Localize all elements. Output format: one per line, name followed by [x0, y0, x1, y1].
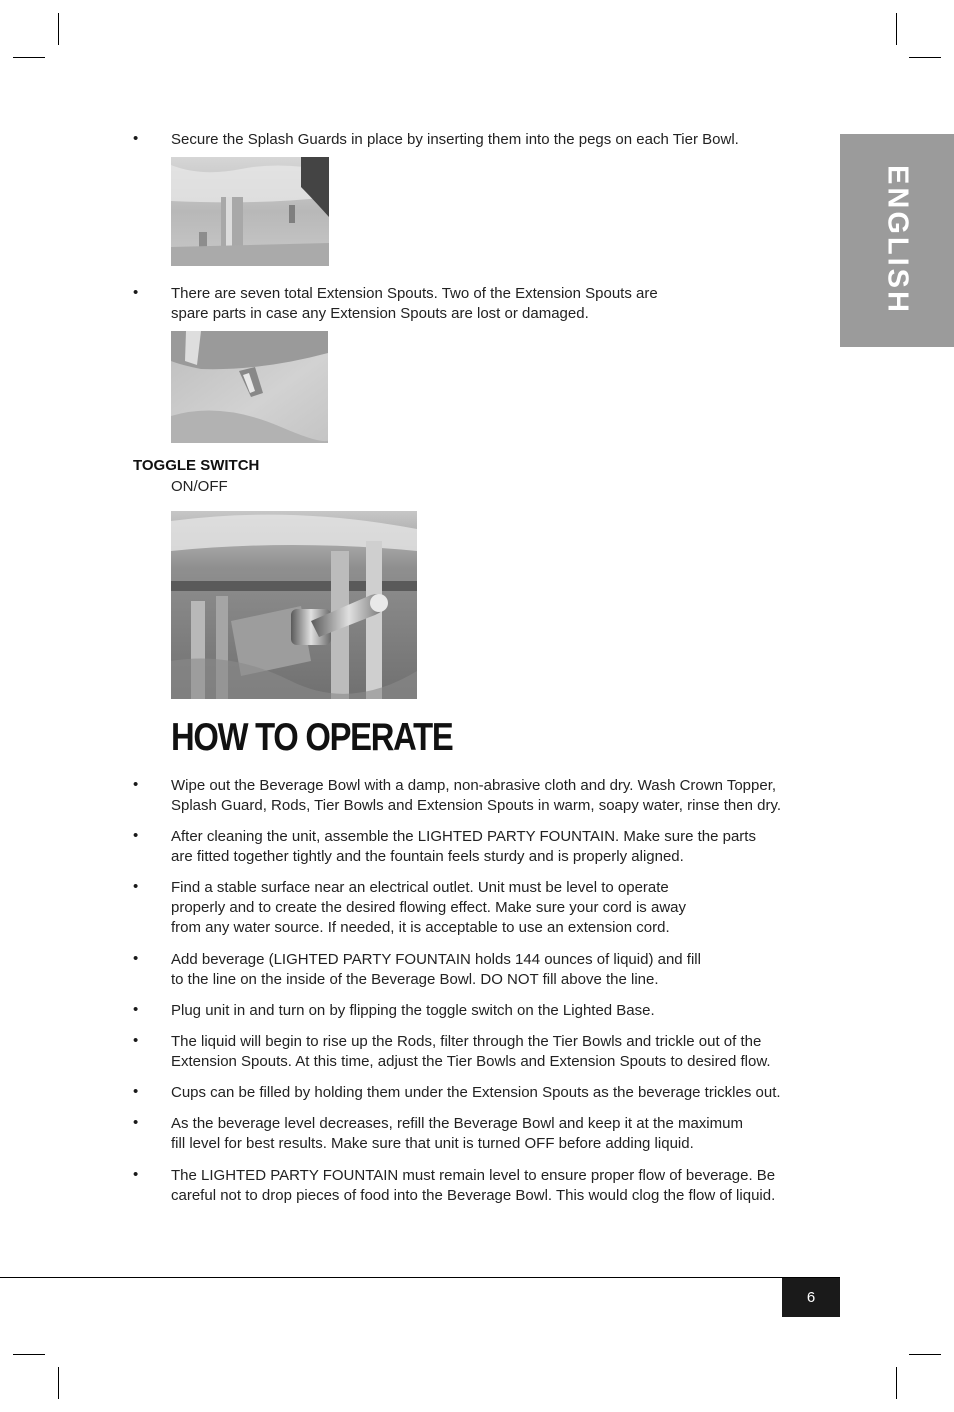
toggle-switch-heading: TOGGLE SWITCH [133, 457, 260, 474]
crop-mark [58, 13, 59, 45]
bullet-marker: • [133, 1114, 139, 1131]
bullet-marker: • [133, 878, 139, 895]
crop-mark [909, 1354, 941, 1355]
bullet-marker: • [133, 776, 139, 793]
crop-mark [58, 1367, 59, 1399]
operate-step-fill-cups: Cups can be filled by holding them under the Extension Spouts as the beverage trickles out. [171, 1084, 781, 1101]
operate-step-add-beverage: Add beverage (LIGHTED PARTY FOUNTAIN holds 144 ounces of liquid) and fill to the line on the inside of the Beverage Bowl. DO NOT fill above the line. [171, 951, 701, 988]
operate-step-refill: As the beverage level decreases, refill the Beverage Bowl and keep it at the maximum fill level for best results. Make sure that unit is turned OFF before adding liquid. [171, 1115, 743, 1152]
language-tab-label: ENGLISH [881, 165, 914, 315]
bullet-marker: • [133, 950, 139, 967]
toggle-switch-label: ON/OFF [171, 478, 228, 495]
crop-mark [13, 57, 45, 58]
bullet-marker: • [133, 1032, 139, 1049]
crop-mark [896, 13, 897, 45]
operate-step-level: The LIGHTED PARTY FOUNTAIN must remain level to ensure proper flow of beverage. Be careful not to drop pieces of food into the Beverage Bowl. This would clog the flow of liquid. [171, 1167, 776, 1204]
operate-step-surface: Find a stable surface near an electrical outlet. Unit must be level to operate properly and to create the desired flowing effect. Make sure your cord is away from any water source. If needed, it is acceptable to use an extension cord. [171, 879, 686, 936]
bullet-marker: • [133, 1166, 139, 1183]
operate-step-wipe: Wipe out the Beverage Bowl with a damp, non-abrasive cloth and dry. Wash Crown Topper, Splash Guard, Rods, Tier Bowls and Extension Spouts in warm, soapy water, rinse then dry. [171, 777, 782, 814]
page-number-box [782, 1278, 840, 1317]
extension-spout-photo [171, 331, 328, 443]
how-to-operate-heading: HOW TO OPERATE [171, 716, 453, 759]
splash-guard-photo [171, 157, 329, 266]
bullet-marker: • [133, 284, 139, 301]
operate-step-liquid-rise: The liquid will begin to rise up the Rods, filter through the Tier Bowls and trickle out of the Extension Spouts. At this time, adjust the Tier Bowls and Extension Spouts to desired flow. [171, 1033, 771, 1070]
crop-mark [896, 1367, 897, 1399]
footer-rule [0, 1277, 840, 1278]
bullet-marker: • [133, 827, 139, 844]
bullet-marker: • [133, 1001, 139, 1018]
operate-step-assemble: After cleaning the unit, assemble the LIGHTED PARTY FOUNTAIN. Make sure the parts are fitted together tightly and the fountain feels sturdy and is properly aligned. [171, 828, 756, 865]
bullet-marker: • [133, 130, 139, 147]
crop-mark [13, 1354, 45, 1355]
operate-step-plug-in: Plug unit in and turn on by flipping the toggle switch on the Lighted Base. [171, 1002, 655, 1019]
extension-spouts-instruction: There are seven total Extension Spouts. Two of the Extension Spouts are spare parts in case any Extension Spouts are lost or damaged. [171, 285, 658, 322]
toggle-switch-photo [171, 511, 417, 699]
crop-mark [909, 57, 941, 58]
splash-guard-instruction: Secure the Splash Guards in place by inserting them into the pegs on each Tier Bowl. [171, 131, 739, 148]
language-tab [840, 134, 954, 347]
page-number: 6 [806, 1289, 816, 1306]
bullet-marker: • [133, 1083, 139, 1100]
